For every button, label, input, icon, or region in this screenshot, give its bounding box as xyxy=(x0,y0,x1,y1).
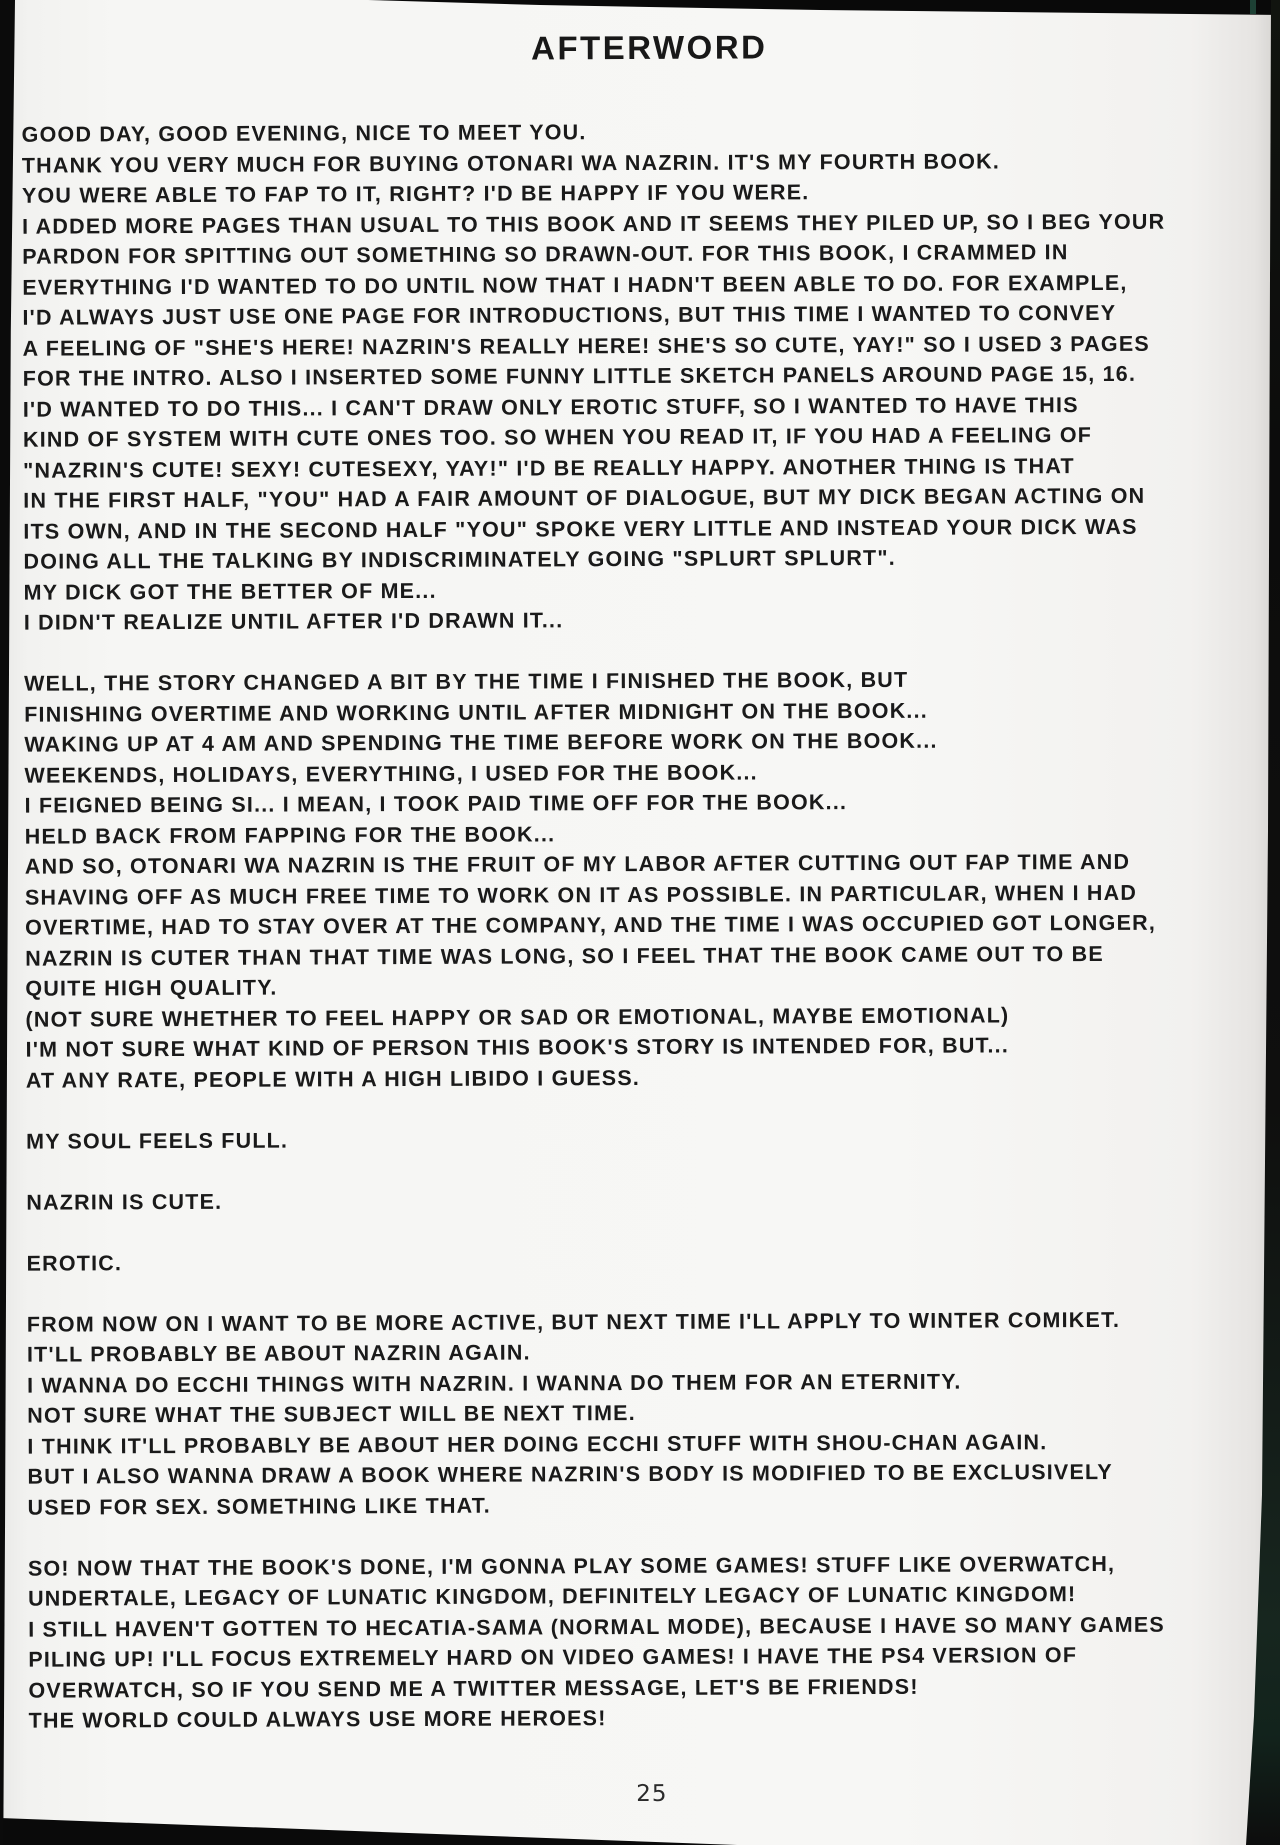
text-line: USED FOR SEX. SOMETHING LIKE THAT. xyxy=(27,1493,491,1520)
text-line: WELL, THE STORY CHANGED A BIT BY THE TIME I FINISHED THE BOOK, BUT xyxy=(23,667,909,696)
text-line: MY SOUL FEELS FULL. xyxy=(25,1128,289,1154)
text-line: I WANNA DO ECCHI THINGS WITH NAZRIN. I WANNA DO THEM FOR AN ETERNITY. xyxy=(27,1369,962,1398)
text-line: UNDERTALE, LEGACY OF LUNATIC KINGDOM, DEFINITELY LEGACY OF LUNATIC KINGDOM! xyxy=(27,1582,1077,1611)
text-line: IT'LL PROBABLY BE ABOUT NAZRIN AGAIN. xyxy=(26,1340,531,1367)
text-line: I THINK IT'LL PROBABLY BE ABOUT HER DOING ECCHI STUFF WITH SHOU-CHAN AGAIN. xyxy=(27,1429,1048,1459)
text-line: SHAVING OFF AS MUCH FREE TIME TO WORK ON IT AS POSSIBLE. IN PARTICULAR, WHEN I HAD xyxy=(24,880,1138,910)
text-line: AND SO, OTONARI WA NAZRIN IS THE FRUIT OF MY LABOR AFTER CUTTING OUT FAP TIME AND xyxy=(24,849,1131,879)
text-line: THE WORLD COULD ALWAYS USE MORE HEROES! xyxy=(28,1706,607,1733)
afterword-body xyxy=(22,114,1268,1736)
text-line: I'D WANTED TO DO THIS... I CAN'T DRAW ONLY EROTIC STUFF, SO I WANTED TO HAVE THIS xyxy=(22,392,1079,422)
text-line: WEEKENDS, HOLIDAYS, EVERYTHING, I USED FOR THE BOOK... xyxy=(24,759,758,788)
text-line: NAZRIN IS CUTER THAN THAT TIME WAS LONG, SO I FEEL THAT THE BOOK CAME OUT TO BE xyxy=(25,941,1104,971)
text-line: KIND OF SYSTEM WITH CUTE ONES TOO. SO WHEN YOU READ IT, IF YOU HAD A FEELING OF xyxy=(22,423,1093,452)
text-line: I'D ALWAYS JUST USE ONE PAGE FOR INTRODUCTIONS, BUT THIS TIME I WANTED TO CONVEY xyxy=(22,300,1117,330)
text-line: FINISHING OVERTIME AND WORKING UNTIL AFTER MIDNIGHT ON THE BOOK... xyxy=(24,698,928,727)
text-line: "NAZRIN'S CUTE! SEXY! CUTESEXY, YAY!" I'D BE REALLY HAPPY. ANOTHER THING IS THAT xyxy=(23,453,1075,483)
text-line: BUT I ALSO WANNA DRAW A BOOK WHERE NAZRIN'S BODY IS MODIFIED TO BE EXCLUSIVELY xyxy=(27,1459,1113,1489)
text-line: A FEELING OF "SHE'S HERE! NAZRIN'S REALLY HERE! SHE'S SO CUTE, YAY!" SO I USED 3 PAGES xyxy=(22,331,1150,361)
text-line: PARDON FOR SPITTING OUT SOMETHING SO DRAWN-OUT. FOR THIS BOOK, I CRAMMED IN xyxy=(22,240,1069,269)
text-line: OVERTIME, HAD TO STAY OVER AT THE COMPANY, AND THE TIME I WAS OCCUPIED GOT LONGER, xyxy=(25,910,1157,940)
text-line: THANK YOU VERY MUCH FOR BUYING OTONARI WA NAZRIN. IT'S MY FOURTH BOOK. xyxy=(21,148,1001,178)
text-line: EROTIC. xyxy=(26,1250,123,1276)
text-line: IN THE FIRST HALF, "YOU" HAD A FAIR AMOUNT OF DIALOGUE, BUT MY DICK BEGAN ACTING ON xyxy=(23,483,1146,513)
text-line: PILING UP! I'LL FOCUS EXTREMELY HARD ON VIDEO GAMES! I HAVE THE PS4 VERSION OF xyxy=(28,1643,1078,1672)
text-line: MY DICK GOT THE BETTER OF ME... xyxy=(23,578,437,605)
text-line: ITS OWN, AND IN THE SECOND HALF "YOU" SPOKE VERY LITTLE AND INSTEAD YOUR DICK WAS xyxy=(23,514,1138,544)
text-line: NAZRIN IS CUTE. xyxy=(26,1189,223,1215)
page-title: AFTERWORD xyxy=(531,28,768,67)
text-line: I STILL HAVEN'T GOTTEN TO HECATIA-SAMA (NORMAL MODE), BECAUSE I HAVE SO MANY GAMES xyxy=(28,1612,1165,1642)
text-line: WAKING UP AT 4 AM AND SPENDING THE TIME BEFORE WORK ON THE BOOK... xyxy=(24,728,938,757)
text-line: (NOT SURE WHETHER TO FEEL HAPPY OR SAD OR EMOTIONAL, MAYBE EMOTIONAL) xyxy=(25,1002,1010,1032)
text-line: GOOD DAY, GOOD EVENING, NICE TO MEET YOU. xyxy=(21,120,587,147)
text-line: AT ANY RATE, PEOPLE WITH A HIGH LIBIDO I GUESS. xyxy=(25,1065,641,1093)
text-line: I FEIGNED BEING SI... I MEAN, I TOOK PAID TIME OFF FOR THE BOOK... xyxy=(24,790,848,818)
text-line: I'M NOT SURE WHAT KIND OF PERSON THIS BOOK'S STORY IS INTENDED FOR, BUT... xyxy=(25,1033,1010,1062)
text-line: EVERYTHING I'D WANTED TO DO UNTIL NOW THAT I HADN'T BEEN ABLE TO DO. FOR EXAMPLE, xyxy=(22,270,1128,300)
text-line: FROM NOW ON I WANT TO BE MORE ACTIVE, BUT NEXT TIME I'LL APPLY TO WINTER COMIKET. xyxy=(26,1307,1121,1337)
text-line: OVERWATCH, SO IF YOU SEND ME A TWITTER MESSAGE, LET'S BE FRIENDS! xyxy=(28,1674,919,1703)
text-line: YOU WERE ABLE TO FAP TO IT, RIGHT? I'D BE HAPPY IF YOU WERE. xyxy=(21,180,810,208)
page-number: 25 xyxy=(636,1780,668,1808)
text-line: HELD BACK FROM FAPPING FOR THE BOOK... xyxy=(24,821,556,849)
text-line: I ADDED MORE PAGES THAN USUAL TO THIS BOOK AND IT SEEMS THEY PILED UP, SO I BEG YOUR xyxy=(22,209,1166,239)
text-line: SO! NOW THAT THE BOOK'S DONE, I'M GONNA PLAY SOME GAMES! STUFF LIKE OVERWATCH, xyxy=(27,1551,1116,1581)
text-line: QUITE HIGH QUALITY. xyxy=(25,975,278,1001)
text-line: FOR THE INTRO. ALSO I INSERTED SOME FUNNY LITTLE SKETCH PANELS AROUND PAGE 15, 16. xyxy=(22,361,1137,391)
text-line: NOT SURE WHAT THE SUBJECT WILL BE NEXT TIME. xyxy=(27,1401,636,1428)
text-line: DOING ALL THE TALKING BY INDISCRIMINATELY GOING "SPLURT SPLURT". xyxy=(23,545,896,574)
text-line: I DIDN'T REALIZE UNTIL AFTER I'D DRAWN IT... xyxy=(23,608,564,635)
